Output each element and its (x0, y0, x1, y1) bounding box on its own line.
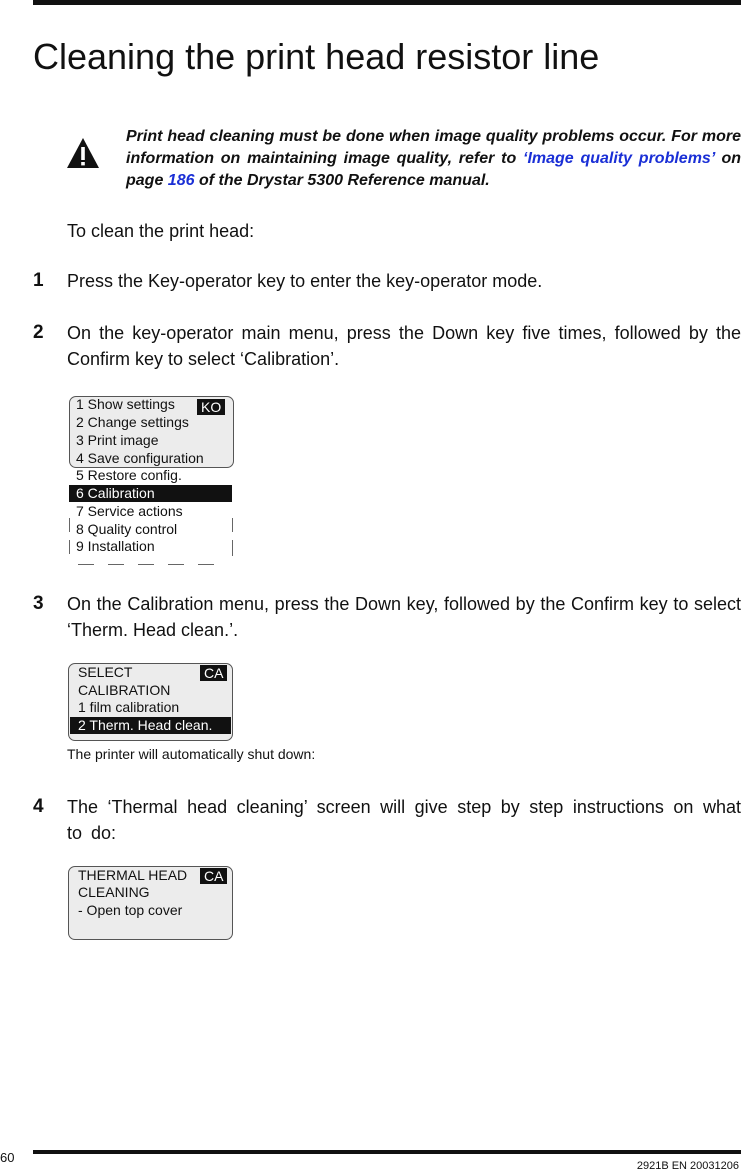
display-line: CLEANING (78, 884, 150, 900)
menu-item: 2 Change settings (76, 414, 189, 430)
display-line: 1 film calibration (78, 699, 180, 715)
step-text: On the key-operator main menu, press the Down key five times, followed by the Confirm key to select ‘Calibration’. (67, 323, 741, 369)
menu-item: 1 Show settings (76, 396, 175, 412)
step-number: 2 (33, 322, 44, 343)
step-text: The ‘Thermal head cleaning’ screen will give step by step instructions on what to do: (67, 797, 741, 843)
menu-item: 4 Save configuration (76, 450, 204, 466)
step-number: 1 (33, 270, 44, 291)
warning-icon (66, 137, 100, 169)
menu-item: 8 Quality control (76, 521, 178, 537)
step-number: 4 (33, 796, 44, 817)
shutdown-note: The printer will automatically shut down: (67, 746, 316, 762)
mode-tag: CA (200, 868, 227, 884)
step-text: On the Calibration menu, press the Down key, followed by the Confirm key to select ‘Therm. Head clean.’. (67, 594, 741, 640)
menu-item: 9 Installation (76, 538, 155, 554)
intro-text: To clean the print head: (67, 221, 255, 241)
step-text: Press the Key-operator key to enter the key-operator mode. (67, 271, 543, 291)
menu-item: 3 Print image (76, 432, 159, 448)
menu-item: 5 Restore config. (76, 467, 182, 483)
menu-item-selected: 6 Calibration (69, 485, 232, 502)
document-reference: 2921B EN 20031206 (636, 1160, 739, 1172)
bottom-rule (33, 1150, 741, 1154)
mode-tag: KO (197, 399, 225, 415)
top-rule (33, 0, 741, 5)
mode-tag: CA (200, 665, 227, 681)
image-quality-link[interactable]: ‘Image quality problems’ (523, 150, 715, 167)
page-number: 60 (0, 1150, 15, 1165)
display-line: - Open top cover (78, 902, 183, 918)
display-line: SELECT (78, 664, 133, 680)
page-reference-link[interactable]: 186 (167, 172, 195, 189)
display-line: CALIBRATION (78, 682, 171, 698)
warning-text: Print head cleaning must be done when image quality problems occur. For more information on maintaining image quality, refer to ‘Image quality problems’ on page 186 of the Drystar 5300 Reference manual. (126, 128, 741, 189)
display-line: THERMAL HEAD (78, 867, 188, 883)
step-number: 3 (33, 593, 44, 614)
menu-item: 7 Service actions (76, 503, 183, 519)
page-title: Cleaning the print head resistor line (33, 36, 600, 77)
display-line-selected: 2 Therm. Head clean. (70, 717, 231, 734)
